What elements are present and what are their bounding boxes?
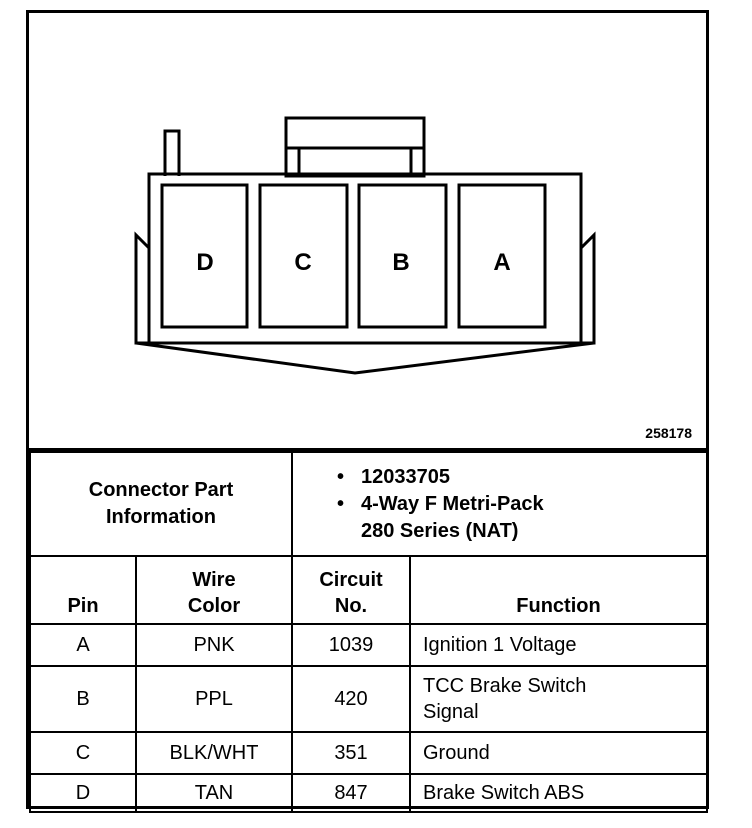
table-row [30,732,707,774]
function-cell: Ignition 1 Voltage [410,624,707,666]
header-function: Function [410,556,707,624]
pin-cell: D [30,774,136,812]
figure-number: 258178 [645,425,692,441]
connector-body [149,174,581,343]
pin-label-b: B [392,249,410,276]
circuit-cell: 420 [292,666,410,732]
table-row [30,774,707,812]
header-wire-color: Wire Color [136,556,292,624]
connector-info-list [292,452,707,556]
circuit-cell: 1039 [292,624,410,666]
pin-label-d: D [196,249,214,276]
wire-color-cell: BLK/WHT [136,732,292,774]
circuit-cell: 351 [292,732,410,774]
table-row [30,624,707,666]
connector-info-label: Connector Part Information [30,452,292,556]
connector-info-row [30,452,707,556]
function-cell: Ground [410,732,707,774]
table-row [30,666,707,732]
function-cell: Brake Switch ABS [410,774,707,812]
wire-color-cell: PNK [136,624,292,666]
pin-label-c: C [294,249,312,276]
connector-diagram-frame [26,10,709,809]
connector-type: • 4-Way F Metri-Pack 280 Series (NAT) [337,491,706,545]
table-header-row [30,556,707,624]
pin-label-a: A [493,249,511,276]
connector-pinout-table [29,451,708,813]
pin-cell: B [30,666,136,732]
pin-cell: A [30,624,136,666]
part-number: • 12033705 [337,464,706,491]
header-circuit-no: Circuit No. [292,556,410,624]
header-pin: Pin [30,556,136,624]
connector-drawing [29,13,706,451]
circuit-cell: 847 [292,774,410,812]
wire-color-cell: PPL [136,666,292,732]
connector-face-illustration [29,13,706,449]
function-cell: TCC Brake Switch Signal [410,666,707,732]
wire-color-cell: TAN [136,774,292,812]
pin-cell: C [30,732,136,774]
